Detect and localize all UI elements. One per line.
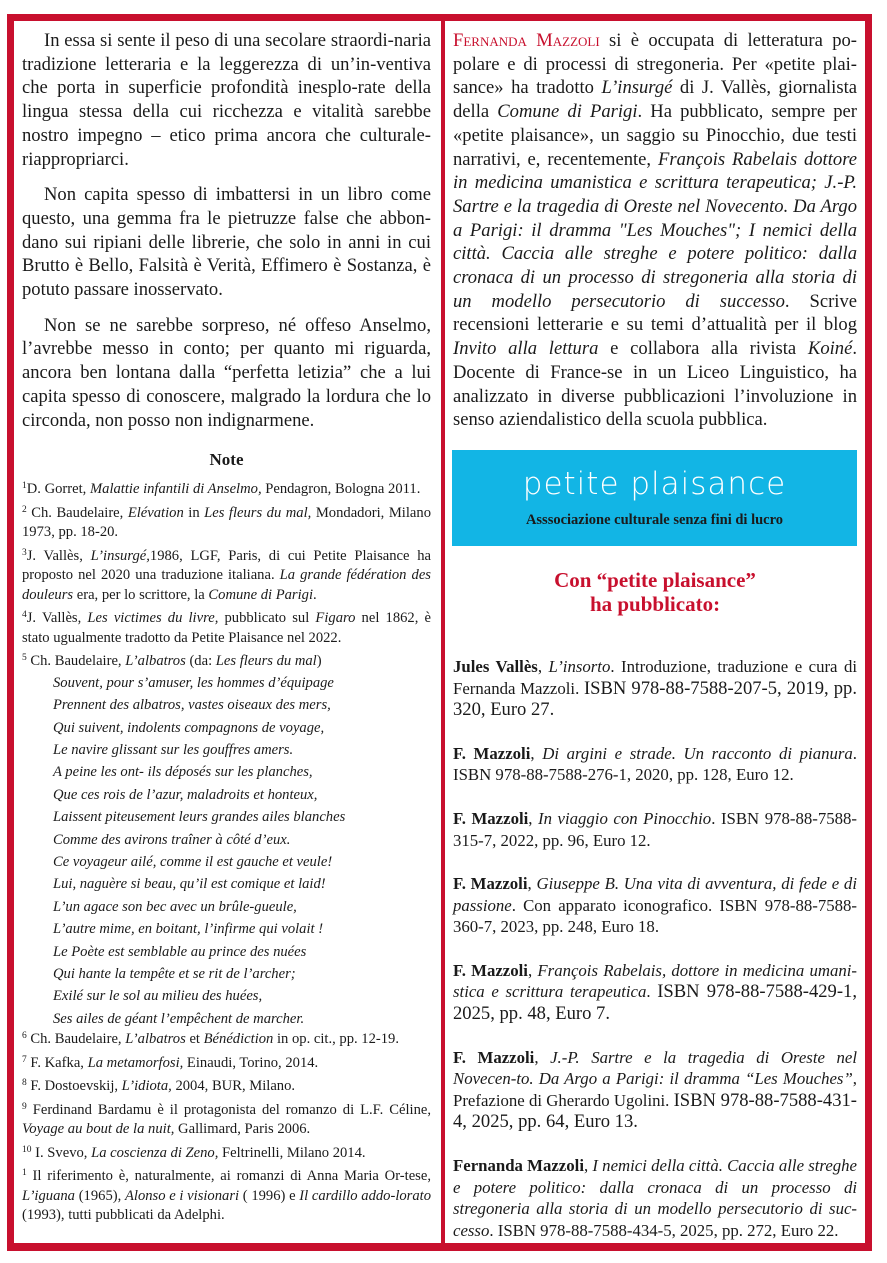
publisher-logo: petite plaisance [522,465,787,502]
poem-line: L’un agace son bec avec un brûle-gueule, [53,898,297,915]
poem-quote [53,672,431,1031]
publication-entry: Fernanda Mazzoli, I nemici della città. Caccia alle streghe e potere politico: dalla cronaca di un processo di stregoneria alla storia di un modello persecutorio di suc-cesso. ISBN 978-88-7588-434-5, 2025, pp. 272, Euro 22. [453,1156,858,1240]
publication-entry: F. Mazzoli, Giuseppe B. Una vita di avventura, di fede e di passione. Con apparato iconografico. ISBN 978-88-7588-360-7, 2023, pp. 248, Euro 18. [453,874,857,937]
author-bio: Fernanda Mazzoli si è occupata di letteratura po-polare e di processi di stregoneria. Per «petite plai-sance» ha tradotto L’insurgé di J. Vallès, giornalista della Comune di Parigi. Ha pubblicato, sempre per «petite plaisance», un saggio su Pinocchio, due testi narrativi, e, recentemente, François Rabelais dottore in medicina umanistica e scrittura terapeutica; J.-P. Sartre e la tragedia di Oreste nel Novecento. Da Argo a Parigi: il dramma "Les Mouches"; I nemici della città. Caccia alle streghe e potere politico: dalla cronaca di un processo di stregoneria alla storia di un modello persecutorio di successo. Scrive recensioni letterarie e su temi d’attualità per il blog Invito alla lettura e collabora alla rivista Koiné. Docente di France-se in un Liceo Linguistico, ha analizzato in diverse pubblicazioni l’involuzione in senso aziendalistico della scuola pubblica. [453,30,857,431]
footnote-number: 1 [22,1168,27,1179]
notes-heading: Note [209,450,244,470]
body-paragraph: In essa si sente il peso di una secolare straordi-naria tradizione letteraria e la leggerezza di un’in-ventiva che porta in superficie profondità inesplo-rate della lingua stessa della cui ricchezza e vitalità sarebbe nostro impegno – etico prima ancora che culturale- riappropriarci. [22,30,431,170]
publication-entry: F. Mazzoli, In viaggio con Pinocchio. ISBN 978-88-7588-315-7, 2022, pp. 96, Euro 12. [453,808,857,850]
column-divider [441,14,445,1251]
footnote: $^7$ F. Kafka, La metamorfosi, Einaudi, Torino, 2014. [22,1054,319,1071]
poem-line: Ses ailes de géant l’empêchent de marcher. [53,1010,305,1027]
body-paragraph: Non se ne sarebbe sorpreso, né offeso Anselmo, l’avrebbe messo in conto; per quanto mi riguarda, ancora ben lontana dalla “perfetta letizia” che a lui capita spesso di conoscere, malgrado la lordura che lo circonda, non posso non indignarmene. [22,314,431,431]
footnote-number: 1 [22,481,27,492]
publication-entry: F. Mazzoli, Di argini e strade. Un racconto di pianura. ISBN 978-88-7588-276-1, 2020, pp. 128, Euro 12. [453,743,857,785]
poem-line: Souvent, pour s’amuser, les hommes d’équipage [53,674,334,691]
footnote-number: 3 [22,547,27,558]
poem-line: Prennent des albatros, vastes oiseaux des mers, [53,697,331,714]
poem-line: A peine les ont- ils déposés sur les planches, [53,764,313,781]
publication-entry: F. Mazzoli, François Rabelais, dottore in medicina umani-stica e scrittura terapeutica. ISBN 978-88-7588-429-1, 2025, pp. 48, Euro 7. [453,960,858,1025]
publisher-tagline: Asssociazione culturale senza fini di lucro [525,511,784,528]
poem-line: Laissent piteusement leurs grandes ailes blanches [53,809,346,826]
author-name: Fernanda Mazzoli [453,30,600,51]
footnote: $^2$ Ch. Baudelaire, Elévation in Les fleurs du mal, Mondadori, Milano 1973, pp. 18-20. [22,504,431,541]
footnote-number: 5 [22,653,27,664]
poem-line: L’autre mime, en boitant, l’infirme qui volait ! [53,921,324,938]
poem-line: Comme des avirons traîner à côté d’eux. [53,831,291,848]
footnote-number: 7 [22,1054,27,1065]
publication-entry: F. Mazzoli, J.-P. Sartre e la tragedia di Oreste nel Novecen-to. Da Argo a Parigi: il dramma “Les Mouches”, Prefazione di Gherardo Ugolini. ISBN 978-88-7588-431-4, 2025, pp. 64, Euro 13. [453,1047,858,1133]
footnote-number: 10 [22,1144,32,1155]
footnote: $^8$ F. Dostoevskij, L’idiota, 2004, BUR, Milano. [22,1078,296,1095]
publications-heading: Con “petite plaisance” ha pubblicato: [554,567,756,616]
poem-line: Qui hante la tempête et se rit de l’archer; [53,966,296,983]
footnote: $^{10}$ I. Svevo, La coscienza di Zeno, Feltrinelli, Milano 2014. [22,1144,366,1161]
footnote-number: 2 [22,504,27,515]
left-column [22,29,431,1230]
footnote: $^1$ Il riferimento è, naturalmente, ai romanzi di Anna Maria Or-tese, L’iguana (1965), Alonso e i visionari ( 1996) e Il cardillo addo-lorato (1993), tutti pubblicati da Adelphi. [22,1168,432,1224]
publication-entry: Jules Vallès, L’insorto. Introduzione, traduzione e cura di Fernanda Mazzoli. ISBN 978-88-7588-207-5, 2019, pp. 320, Euro 27. [453,656,858,721]
footnote-number: 4 [22,610,27,621]
poem-line: Le navire glissant sur les gouffres amers. [53,741,294,758]
poem-line: Le Poète est semblable au prince des nuées [53,943,307,960]
right-column [453,29,857,1263]
body-paragraph: Non capita spesso di imbattersi in un libro come questo, una gemma fra le pietruzze false che abbon-dano sui ripiani delle librerie, che solo in anni in cui Brutto è Bello, Falsità è Verità, Effimero è Sostanza, è potuto passare inosservato. [22,184,431,301]
poem-line: Que ces rois de l’azur, maladroits et honteux, [53,786,318,803]
poem-line: Qui suivent, indolents compagnons de voyage, [53,719,325,736]
footnote-number: 6 [22,1031,27,1042]
poem-line: Ce voyageur ailé, comme il est gauche et veule! [53,854,333,870]
poem-line: Exilé sur le sol au milieu des huées, [53,988,263,1005]
footnote: $^3$J. Vallès, L’insurgé,1986, LGF, Paris, di cui Petite Plaisance ha proposto nel 2020 una traduzione italiana. La grande fédération des douleurs era, per lo scrittore, la Comune di Parigi. [22,547,431,603]
publisher-banner [452,450,857,546]
footnote: $^1$D. Gorret, Malattie infantili di Anselmo, Pendagron, Bologna 2011. [22,481,421,498]
footnote: $^6$ Ch. Baudelaire, L’albatros et Bénédiction in op. cit., pp. 12-19. [22,1031,400,1048]
footnote-number: 9 [22,1101,27,1112]
footnote: $^5$ Ch. Baudelaire, L’albatros (da: Les fleurs du mal) [22,653,322,670]
footnote: $^9$ Ferdinand Bardamu è il protagonista del romanzo di L.F. Céline, Voyage au bout de la nuit, Gallimard, Paris 2006. [22,1101,431,1138]
footnote: $^4$J. Vallès, Les victimes du livre, pubblicato sul Figaro nel 1862, è stato ugualmente tradotto da Petite Plaisance nel 2022. [22,610,431,646]
poem-line: Lui, naguère si beau, qu’il est comique et laid! [53,876,326,893]
footnote-number: 8 [22,1078,27,1089]
